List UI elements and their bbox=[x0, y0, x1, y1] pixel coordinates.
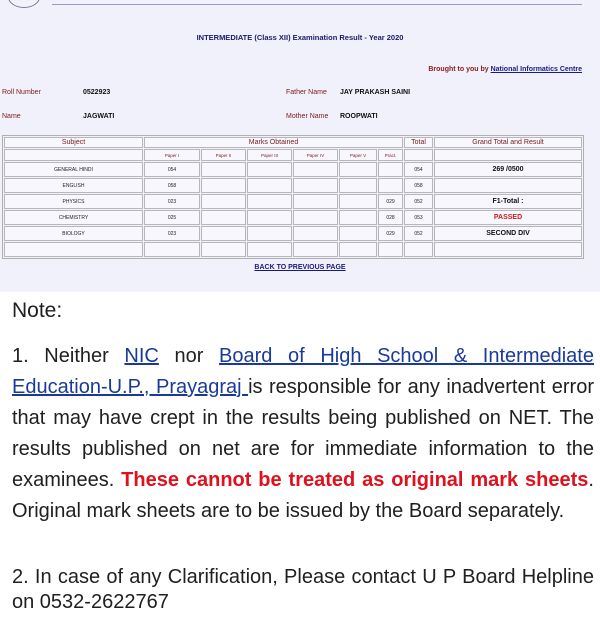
mother-name-label: Mother Name bbox=[286, 113, 329, 120]
practical-cell bbox=[378, 178, 403, 193]
paper-4-cell bbox=[293, 226, 338, 241]
paper-1-cell: 023 bbox=[144, 194, 200, 209]
practical-cell: 028 bbox=[378, 210, 403, 225]
result-panel bbox=[0, 0, 600, 292]
paper-1-cell bbox=[144, 242, 200, 257]
subject-cell: GENERAL HINDI bbox=[4, 162, 143, 177]
father-name-value: JAY PRAKASH SAINI bbox=[340, 89, 411, 96]
paper-1-cell: 023 bbox=[144, 226, 200, 241]
paper-2-cell bbox=[201, 226, 246, 241]
paper-2-cell bbox=[201, 194, 246, 209]
credit-line bbox=[428, 66, 582, 73]
practical-cell bbox=[378, 242, 403, 257]
practical-cell: 029 bbox=[378, 226, 403, 241]
subject-header: Subject bbox=[4, 137, 143, 148]
grand-total-cell: 269 /0500 bbox=[434, 162, 582, 177]
paper-4-cell bbox=[293, 210, 338, 225]
paper-3-cell bbox=[247, 162, 292, 177]
paper-2-cell bbox=[201, 162, 246, 177]
paper-5-cell bbox=[339, 242, 377, 257]
nic-link[interactable]: NIC bbox=[124, 345, 159, 367]
table-header-row bbox=[4, 137, 582, 148]
note-heading: Note: bbox=[12, 299, 63, 322]
note-text: nor bbox=[158, 345, 220, 367]
paper-3-cell bbox=[247, 194, 292, 209]
subject-cell: PHYSICS bbox=[4, 194, 143, 209]
header-divider bbox=[52, 4, 582, 5]
paper-5-cell bbox=[339, 194, 377, 209]
paper-1-cell: 025 bbox=[144, 210, 200, 225]
paper-5-cell bbox=[339, 226, 377, 241]
paper-2-cell bbox=[201, 178, 246, 193]
paper-4-header: Paper IV bbox=[293, 149, 338, 161]
marks-obtained-header: Marks Obtained bbox=[144, 137, 403, 148]
practical-cell bbox=[378, 162, 403, 177]
paper-5-cell bbox=[339, 210, 377, 225]
warning-text: These cannot be treated as original mark sheets bbox=[121, 469, 589, 491]
total-cell: 054 bbox=[404, 162, 433, 177]
practical-cell: 029 bbox=[378, 194, 403, 209]
paper-3-cell bbox=[247, 226, 292, 241]
result-cell bbox=[434, 242, 582, 257]
total-cell: 052 bbox=[404, 194, 433, 209]
page-title: INTERMEDIATE (Class XII) Examination Result - Year 2020 bbox=[196, 33, 404, 42]
paper-2-header: Paper II bbox=[201, 149, 246, 161]
paper-3-header: Paper III bbox=[247, 149, 292, 161]
note-paragraph-1 bbox=[12, 341, 594, 527]
paper-1-cell: 058 bbox=[144, 178, 200, 193]
paper-2-cell bbox=[201, 210, 246, 225]
note-text: 1. Neither bbox=[12, 345, 125, 367]
paper-3-cell bbox=[247, 178, 292, 193]
note-text: . Original mark sheets are to be issued by the Board separately. bbox=[12, 469, 594, 522]
board-logo bbox=[8, 0, 40, 8]
subheader-blank bbox=[4, 149, 143, 161]
paper-1-cell: 054 bbox=[144, 162, 200, 177]
subheader-blank bbox=[434, 149, 582, 161]
table-row bbox=[4, 210, 582, 225]
table-row bbox=[4, 194, 582, 209]
subject-cell: CHEMISTRY bbox=[4, 210, 143, 225]
back-to-previous-page-link[interactable]: BACK TO PREVIOUS PAGE bbox=[254, 264, 346, 271]
paper-1-header: Paper I bbox=[144, 149, 200, 161]
division-cell: SECOND DIV bbox=[434, 226, 582, 241]
mother-name-value: ROOPWATI bbox=[340, 113, 378, 120]
total-cell bbox=[404, 242, 433, 257]
name-label: Name bbox=[2, 113, 21, 120]
total-cell: 053 bbox=[404, 210, 433, 225]
roll-number-value: 0522923 bbox=[83, 89, 111, 96]
subheader-blank bbox=[404, 149, 433, 161]
paper-4-cell bbox=[293, 178, 338, 193]
paper-5-header: Paper V bbox=[339, 149, 377, 161]
roll-number-label: Roll Number bbox=[2, 89, 41, 96]
paper-5-cell bbox=[339, 162, 377, 177]
marks-table bbox=[2, 135, 584, 259]
subject-cell bbox=[4, 242, 143, 257]
result-label-cell: F1-Total : bbox=[434, 194, 582, 209]
pass-status-cell: PASSED bbox=[434, 210, 582, 225]
practical-header: Pract. bbox=[378, 149, 403, 161]
subject-cell: ENGLISH bbox=[4, 178, 143, 193]
table-row bbox=[4, 226, 582, 241]
total-cell: 058 bbox=[404, 178, 433, 193]
table-row bbox=[4, 242, 582, 257]
name-value: JAGWATI bbox=[83, 113, 115, 120]
total-header: Total bbox=[404, 137, 433, 148]
paper-subheader-row bbox=[4, 149, 582, 161]
note-text: is responsible for any inadvertent error that may have crept in the results being published on NET. The results published on net are for immediate information to the examinees. bbox=[12, 376, 594, 491]
table-row bbox=[4, 178, 582, 193]
paper-4-cell bbox=[293, 162, 338, 177]
paper-3-cell bbox=[247, 242, 292, 257]
paper-3-cell bbox=[247, 210, 292, 225]
father-name-label: Father Name bbox=[286, 89, 327, 96]
paper-4-cell bbox=[293, 242, 338, 257]
total-cell: 052 bbox=[404, 226, 433, 241]
credit-prefix: Brought to you by bbox=[428, 66, 491, 73]
paper-2-cell bbox=[201, 242, 246, 257]
paper-4-cell bbox=[293, 194, 338, 209]
subject-cell: BIOLOGY bbox=[4, 226, 143, 241]
result-cell bbox=[434, 178, 582, 193]
note-paragraph-2: 2. In case of any Clarification, Please contact U P Board Helpline on 0532-2622767 bbox=[12, 566, 594, 613]
paper-5-cell bbox=[339, 178, 377, 193]
grand-total-header: Grand Total and Result bbox=[434, 137, 582, 148]
board-link[interactable]: Board of High School & Intermediate Education-U.P., Prayagraj bbox=[12, 345, 594, 398]
table-row bbox=[4, 162, 582, 177]
nic-credit-link[interactable]: National Informatics Centre bbox=[490, 66, 582, 73]
